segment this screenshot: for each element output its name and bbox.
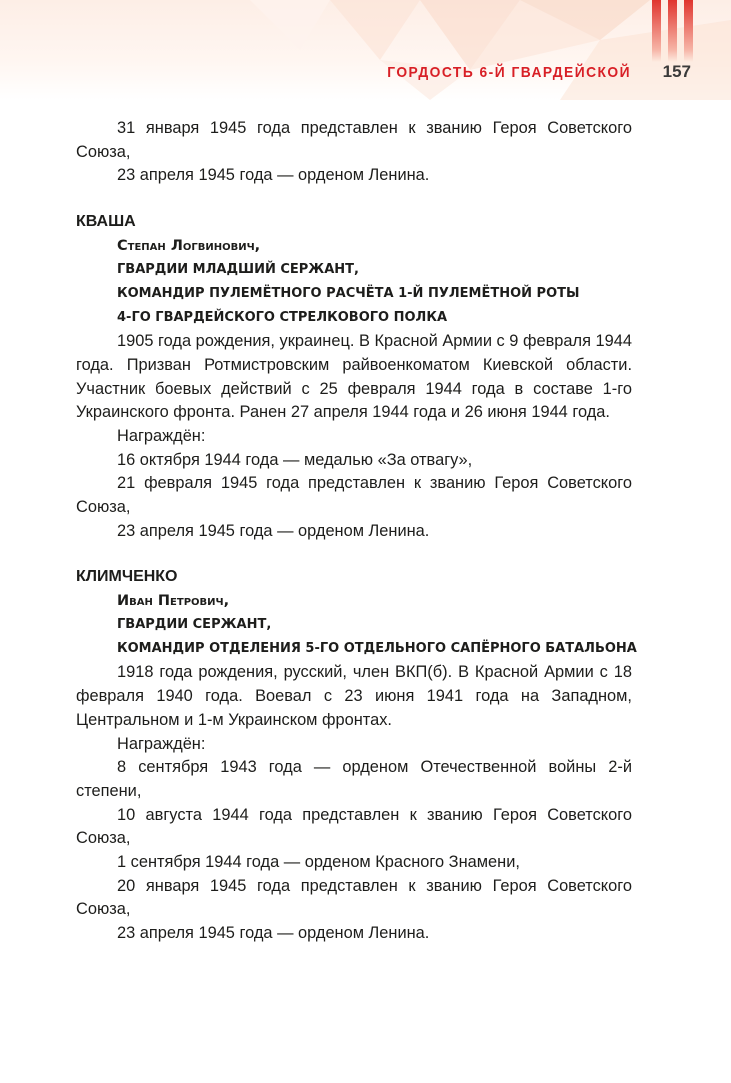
entry-rank: ГВАРДИИ МЛАДШИЙ СЕРЖАНТ,: [117, 262, 359, 278]
entry-position: КОМАНДИР ОТДЕЛЕНИЯ 5-ГО ОТДЕЛЬНОГО САПЁРНОГО БАТАЛЬОНА: [117, 641, 637, 657]
entry-name: Иван Петрович,: [117, 593, 230, 610]
intro-paragraph: 23 апреля 1945 года — орденом Ленина.: [117, 166, 430, 185]
page-number: 157: [662, 62, 691, 81]
intro-paragraph: 31 января 1945 года представлен к званию Героя Советского Союза,: [76, 119, 632, 161]
red-stripe: [684, 0, 693, 62]
entry-paragraph: Награждён:: [117, 734, 206, 753]
biography-entry: [76, 565, 637, 945]
entry-paragraph: 21 февраля 1945 года представлен к званию Героя Советского Союза,: [76, 474, 632, 517]
red-stripe: [668, 0, 677, 62]
entry-paragraph: Награждён:: [117, 426, 206, 445]
entry-paragraph: 8 сентября 1943 года — орденом Отечественной войны 2-й степени,: [76, 758, 632, 800]
entry-surname: КВАША: [76, 213, 136, 231]
page-body: [76, 117, 637, 946]
entry-paragraph: 10 августа 1944 года представлен к званию Героя Советского Союза,: [76, 805, 632, 848]
biography-entry: [76, 210, 632, 543]
entry-name: Степан Логвинович,: [117, 238, 261, 255]
red-stripe: [652, 0, 661, 62]
entry-position: 4-ГО ГВАРДЕЙСКОГО СТРЕЛКОВОГО ПОЛКА: [117, 310, 448, 326]
entry-paragraph: 20 января 1945 года представлен к званию Героя Советского Союза,: [76, 876, 632, 919]
entry-paragraph: 1918 года рождения, русский, член ВКП(б). В Красной Армии с 18 февраля 1940 года. Воевал с 23 июня 1941 года на Западном, Центральном и 1-м Украинском фронтах.: [76, 663, 632, 729]
running-title: ГОРДОСТЬ 6-Й ГВАРДЕЙСКОЙ: [387, 64, 631, 81]
entry-paragraph: 23 апреля 1945 года — орденом Ленина.: [117, 521, 430, 540]
entry-paragraph: 1905 года рождения, украинец. В Красной Армии с 9 февраля 1944 года. Призван Ротмистровским райвоенкоматом Киевской области. Участник боевых действий с 25 февраля 1944 года в составе 1-го Украинского фронта. Ранен 27 апреля 1944 года и 26 июня 1944 года.: [76, 332, 632, 422]
entry-paragraph: 16 октября 1944 года — медалью «За отвагу»,: [117, 450, 473, 469]
faceted-background-graphic: [0, 0, 731, 100]
entry-surname: КЛИМЧЕНКО: [76, 568, 178, 586]
entry-paragraph: 1 сентября 1944 года — орденом Красного Знамени,: [117, 853, 520, 872]
header-decoration: [0, 0, 731, 100]
entry-paragraph: 23 апреля 1945 года — орденом Ленина.: [117, 924, 430, 943]
entry-rank: ГВАРДИИ СЕРЖАНТ,: [117, 617, 272, 633]
entry-position: КОМАНДИР ПУЛЕМЁТНОГО РАСЧЁТА 1-Й ПУЛЕМЁТНОЙ РОТЫ: [117, 286, 580, 302]
